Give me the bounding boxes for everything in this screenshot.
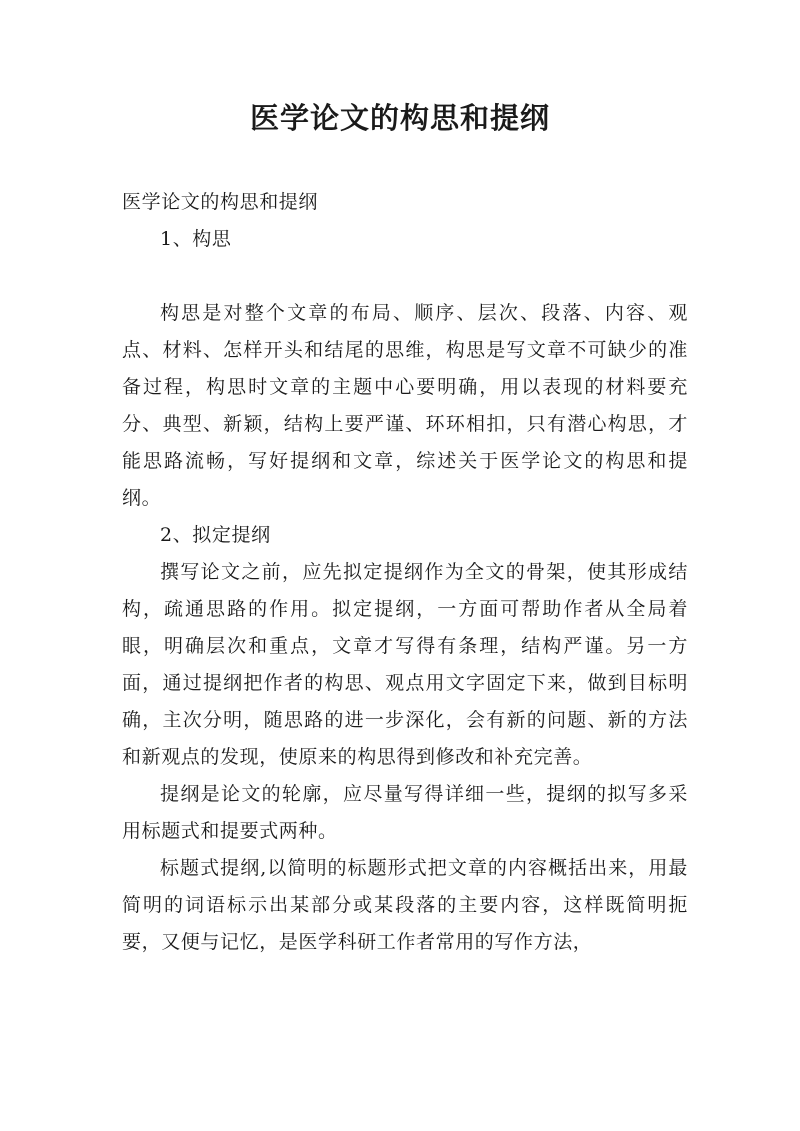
paragraph-outline-types: 提纲是论文的轮廓，应尽量写得详细一些，提纲的拟写多采用标题式和提要式两种。 [122,783,688,842]
paragraph-title-outline: 标题式提纲,以简明的标题形式把文章的内容概括出来，用最简明的词语标示出某部分或某段落的主要内容，这样既简明扼要，又便与记忆，是医学科研工作者常用的写作方法， [122,857,688,953]
document-title: 医学论文的构思和提纲 [249,101,550,135]
section-heading-outline: 2、拟定提纲 [160,524,271,546]
section-heading-conception: 1、构思 [160,228,232,250]
document-body [122,184,688,961]
intro-line: 医学论文的构思和提纲 [122,191,319,213]
paragraph-outline-purpose: 撰写论文之前，应先拟定提纲作为全文的骨架，使其形成结构，疏通思路的作用。拟定提纲，一方面可帮助作者从全局着眼，明确层次和重点，文章才写得有条理，结构严谨。另一方面，通过提纲把作者的构思、观点用文字固定下来，做到目标明确，主次分明，随思路的进一步深化，会有新的问题、新的方法和新观点的发现，使原来的构思得到修改和补充完善。 [122,561,688,768]
paragraph-conception: 构思是对整个文章的布局、顺序、层次、段落、内容、观点、材料、怎样开头和结尾的思维，构思是写文章不可缺少的准备过程，构思时文章的主题中心要明确，用以表现的材料要充分、典型、新颖，结构上要严谨、环环相扣，只有潜心构思，才能思路流畅，写好提纲和文章，综述关于医学论文的构思和提纲。 [122,302,688,509]
blank-spacer [122,258,688,295]
